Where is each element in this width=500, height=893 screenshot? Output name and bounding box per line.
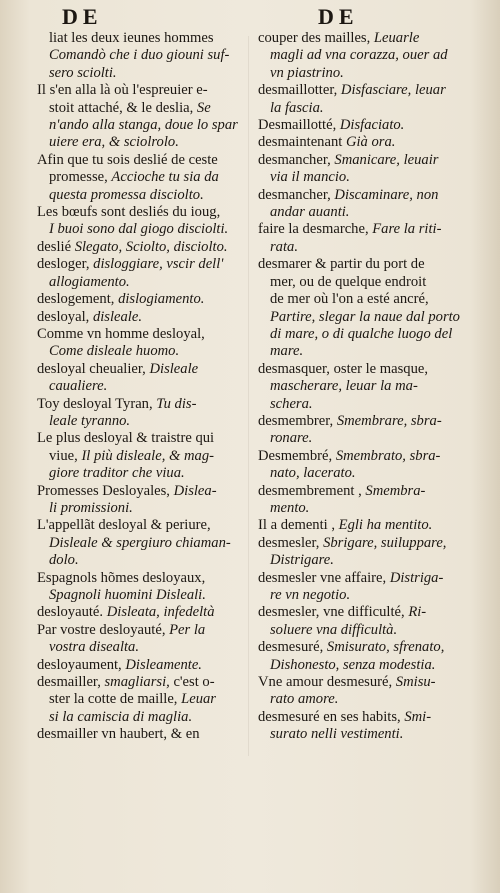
text-line bbox=[258, 134, 473, 151]
french-text: desmaintenant bbox=[258, 134, 346, 151]
text-line bbox=[258, 187, 473, 204]
text-line bbox=[37, 587, 257, 604]
italian-text: n'ando alla stanga, doue lo spar bbox=[49, 117, 238, 134]
text-line bbox=[37, 343, 257, 360]
text-line bbox=[37, 152, 257, 169]
italian-text: soluere vna difficultà. bbox=[270, 621, 398, 638]
right-column bbox=[258, 30, 473, 744]
french-text: desmarer & partir du port de bbox=[258, 256, 425, 273]
french-text: desmesler vne affaire, bbox=[258, 569, 390, 586]
italian-text: allogiamento. bbox=[49, 273, 130, 290]
italian-text: mascherare, leuar la ma- bbox=[270, 378, 418, 395]
italian-text: giore traditor che viua. bbox=[49, 465, 185, 482]
italian-text: Fare la riti- bbox=[372, 221, 442, 238]
text-line bbox=[37, 30, 257, 47]
text-line bbox=[258, 604, 473, 621]
text-line bbox=[37, 256, 257, 273]
left-column bbox=[37, 30, 257, 744]
italian-text: Partire, slegar la naue dal porto bbox=[270, 308, 460, 325]
french-text: desmesuré, bbox=[258, 639, 327, 656]
text-line bbox=[37, 187, 257, 204]
italian-text: Smi- bbox=[404, 708, 432, 725]
text-line bbox=[37, 500, 257, 517]
text-line bbox=[37, 274, 257, 291]
text-line bbox=[258, 552, 473, 569]
text-line bbox=[37, 622, 257, 639]
french-text: L'appellãt desloyal & periure, bbox=[37, 517, 211, 534]
italian-text: Tu dis- bbox=[156, 395, 197, 412]
italian-text: I buoi sono dal giogo disciolti. bbox=[49, 221, 229, 238]
italian-text: via il mancio. bbox=[270, 169, 350, 186]
text-line bbox=[258, 430, 473, 447]
french-text: viue, bbox=[49, 447, 82, 464]
text-line bbox=[258, 291, 473, 308]
french-text: desloyaument, bbox=[37, 656, 126, 673]
text-line bbox=[258, 500, 473, 517]
italian-text: Egli ha mentito. bbox=[338, 517, 433, 534]
italian-text: vostra disealta. bbox=[49, 639, 139, 656]
italian-text: Spagnoli huomini Disleali. bbox=[49, 587, 206, 603]
italian-text: andar auanti. bbox=[270, 204, 350, 221]
text-line bbox=[37, 326, 257, 343]
french-text: Afin que tu sois deslié de ceste bbox=[37, 151, 218, 168]
italian-text: ronare. bbox=[270, 430, 313, 447]
text-line bbox=[37, 378, 257, 395]
text-line bbox=[258, 221, 473, 238]
text-line bbox=[37, 169, 257, 186]
french-text: Le plus desloyal & traistre qui bbox=[37, 430, 215, 447]
french-text: Il s'en alla là où l'espreuier e- bbox=[37, 82, 208, 99]
french-text: Promesses Desloyales, bbox=[37, 482, 174, 499]
text-line bbox=[258, 396, 473, 413]
italian-text: nato, lacerato. bbox=[270, 465, 356, 482]
italian-text: Smembrato, sbra- bbox=[335, 447, 441, 464]
italian-text: Dislеata, infedeltà bbox=[106, 604, 215, 621]
french-text: desmancher, bbox=[258, 186, 335, 203]
italian-text: surato nelli vestimenti. bbox=[270, 726, 404, 743]
italian-text: Ri- bbox=[408, 604, 427, 621]
french-text: de mer où l'on a esté ancré, bbox=[270, 291, 429, 308]
french-text: desmailler, bbox=[37, 674, 105, 691]
french-text: deslié bbox=[37, 238, 75, 255]
italian-text: vn piastrino. bbox=[270, 64, 344, 81]
italian-text: Leuarle bbox=[373, 30, 420, 46]
italian-text: Smembrare, sbra- bbox=[336, 412, 442, 429]
text-line bbox=[37, 134, 257, 151]
text-line bbox=[37, 396, 257, 413]
italian-text: magli ad vna corazza, ouer ad bbox=[270, 47, 448, 64]
text-line bbox=[258, 465, 473, 482]
italian-text: uiere era, & sciolrolo. bbox=[49, 134, 179, 151]
text-line bbox=[258, 570, 473, 587]
text-line bbox=[258, 726, 473, 743]
text-line bbox=[37, 291, 257, 308]
text-line bbox=[258, 657, 473, 674]
italian-text: Disfaciato. bbox=[339, 117, 405, 134]
italian-text: Per la bbox=[169, 621, 206, 638]
text-line bbox=[37, 674, 257, 691]
header-left: DE bbox=[62, 4, 103, 29]
french-text: liat les deux ieunes hommes bbox=[49, 30, 214, 46]
italian-text: caualiere. bbox=[49, 378, 108, 395]
italian-text: Smisu- bbox=[395, 674, 436, 691]
french-text: desmesler, bbox=[258, 534, 324, 551]
text-line bbox=[258, 378, 473, 395]
french-text: promesse, bbox=[49, 169, 112, 186]
french-text: desmesuré en ses habits, bbox=[258, 708, 405, 725]
french-text: couper des mailles, bbox=[258, 30, 374, 46]
text-line bbox=[37, 239, 257, 256]
italian-text: sero sciolti. bbox=[49, 64, 117, 81]
french-text: Comme vn homme desloyal, bbox=[37, 325, 205, 342]
text-line bbox=[258, 709, 473, 726]
french-text: stoit attaché, & le deslia, bbox=[49, 99, 197, 116]
italian-text: Se bbox=[196, 99, 211, 116]
italian-text: questa promessa disciolto. bbox=[49, 186, 204, 203]
french-text: deslogement, bbox=[37, 291, 119, 308]
french-text: desmailler vn haubert, & en bbox=[37, 726, 200, 743]
text-line bbox=[258, 204, 473, 221]
french-text: Desmembré, bbox=[258, 447, 336, 464]
italian-text: leale tyranno. bbox=[49, 412, 131, 429]
french-text: ster la cotte de maille, bbox=[49, 691, 182, 708]
italian-text: Già ora. bbox=[345, 134, 396, 151]
text-line bbox=[37, 204, 257, 221]
italian-text: smagliarsi, bbox=[104, 674, 174, 691]
italian-text: Distrigare. bbox=[270, 552, 334, 569]
text-line bbox=[258, 30, 473, 47]
text-line bbox=[37, 221, 257, 238]
text-line bbox=[258, 82, 473, 99]
text-line bbox=[37, 517, 257, 534]
text-line bbox=[258, 413, 473, 430]
italian-text: Sbrigare, suiluppare, bbox=[323, 534, 447, 551]
text-line bbox=[37, 100, 257, 117]
french-text: desmaillotter, bbox=[258, 82, 341, 99]
italian-text: Smembra- bbox=[365, 482, 426, 499]
text-line bbox=[37, 535, 257, 552]
text-line bbox=[37, 483, 257, 500]
italian-text: Smanicare, leuair bbox=[334, 151, 439, 168]
text-line bbox=[37, 430, 257, 447]
italian-text: schera. bbox=[270, 395, 313, 412]
italian-text: Accioche tu sia da bbox=[111, 169, 219, 186]
text-line bbox=[258, 274, 473, 291]
french-text: desloyauté. bbox=[37, 604, 107, 621]
italian-text: Leuar bbox=[181, 691, 216, 708]
french-text: desmembrer, bbox=[258, 412, 337, 429]
french-text: Toy desloyal Tyran, bbox=[37, 395, 157, 412]
italian-text: disleale. bbox=[92, 308, 142, 325]
italian-text: Smisurato, sfrenato, bbox=[326, 639, 445, 656]
italian-text: rato amore. bbox=[270, 691, 339, 708]
text-line bbox=[37, 691, 257, 708]
text-line bbox=[258, 691, 473, 708]
text-line bbox=[258, 326, 473, 343]
italian-text: Comandò che i duo giouni suf- bbox=[49, 47, 230, 64]
french-text: Par vostre desloyauté, bbox=[37, 621, 170, 638]
text-line bbox=[37, 726, 257, 743]
french-text: desmancher, bbox=[258, 151, 335, 168]
text-line bbox=[37, 82, 257, 99]
french-text: faire la desmarche, bbox=[258, 221, 373, 238]
italian-text: mento. bbox=[270, 499, 310, 516]
text-line bbox=[37, 361, 257, 378]
text-line bbox=[258, 47, 473, 64]
text-line bbox=[37, 413, 257, 430]
text-line bbox=[37, 465, 257, 482]
italian-text: Slegato, Sciolto, disciolto. bbox=[74, 238, 228, 255]
french-text: desloger, bbox=[37, 256, 94, 273]
text-line bbox=[37, 552, 257, 569]
french-text: desloyal cheualier, bbox=[37, 360, 150, 377]
text-line bbox=[258, 674, 473, 691]
text-line bbox=[258, 152, 473, 169]
italian-text: Distriga- bbox=[389, 569, 444, 586]
french-text: desmesler, vne difficulté, bbox=[258, 604, 409, 621]
text-line bbox=[258, 309, 473, 326]
text-line bbox=[258, 517, 473, 534]
italian-text: la fascia. bbox=[270, 99, 324, 116]
italian-text: Disleа- bbox=[173, 482, 217, 499]
text-line bbox=[37, 309, 257, 326]
italian-text: li promissioni. bbox=[49, 499, 133, 516]
french-text: Espagnols hõmes desloyaux, bbox=[37, 569, 206, 586]
text-line bbox=[258, 448, 473, 465]
text-line bbox=[37, 47, 257, 64]
italian-text: di mare, o di qualche luogo del bbox=[270, 325, 453, 342]
text-line bbox=[258, 622, 473, 639]
text-line bbox=[258, 169, 473, 186]
text-line bbox=[258, 256, 473, 273]
text-line bbox=[37, 657, 257, 674]
text-line bbox=[258, 483, 473, 500]
italian-text: Discaminare, non bbox=[334, 186, 439, 203]
text-line bbox=[258, 117, 473, 134]
running-header bbox=[0, 4, 500, 32]
italian-text: dislogiamento. bbox=[118, 291, 205, 308]
header-right: DE bbox=[318, 4, 359, 29]
french-text: Desmaillotté, bbox=[258, 117, 340, 134]
text-line bbox=[37, 709, 257, 726]
italian-text: dolo. bbox=[49, 552, 79, 569]
french-text: Les bœufs sont desliés du ioug, bbox=[37, 204, 221, 221]
text-line bbox=[258, 361, 473, 378]
text-line bbox=[258, 65, 473, 82]
italian-text: Disleamente. bbox=[125, 656, 202, 673]
text-line bbox=[37, 570, 257, 587]
text-line bbox=[258, 100, 473, 117]
french-text: Il a dementi , bbox=[258, 517, 339, 534]
text-line bbox=[37, 117, 257, 134]
french-text: desloyal, bbox=[37, 308, 93, 325]
italian-text: si la camiscia di maglia. bbox=[49, 708, 193, 725]
french-text: c'est o- bbox=[173, 674, 215, 691]
text-line bbox=[37, 448, 257, 465]
italian-text: Disfasciare, leuar bbox=[340, 82, 446, 99]
italian-text: Dishonesto, senza modestia. bbox=[270, 656, 436, 673]
italian-text: Il più disleale, & mag- bbox=[81, 447, 214, 464]
text-line bbox=[258, 587, 473, 604]
text-line bbox=[258, 535, 473, 552]
italian-text: mare. bbox=[270, 343, 304, 360]
italian-text: Disleale & spergiuro chiaman- bbox=[49, 534, 231, 551]
french-text: mer, ou de quelque endroit bbox=[270, 273, 427, 290]
text-line bbox=[37, 639, 257, 656]
italian-text: Come disleale huomo. bbox=[49, 343, 180, 360]
text-line bbox=[258, 343, 473, 360]
text-line bbox=[37, 604, 257, 621]
italian-text: disloggiare, vscir dell' bbox=[93, 256, 224, 273]
text-line bbox=[258, 639, 473, 656]
french-text: Vne amour desmesuré, bbox=[258, 674, 396, 691]
french-text: desmasquer, oster le masque, bbox=[258, 360, 429, 377]
text-line bbox=[37, 65, 257, 82]
french-text: desmembrement , bbox=[258, 482, 366, 499]
italian-text: Disleale bbox=[149, 360, 199, 377]
italian-text: re vn negotio. bbox=[270, 587, 351, 603]
italian-text: rata. bbox=[270, 238, 298, 255]
text-line bbox=[258, 239, 473, 256]
